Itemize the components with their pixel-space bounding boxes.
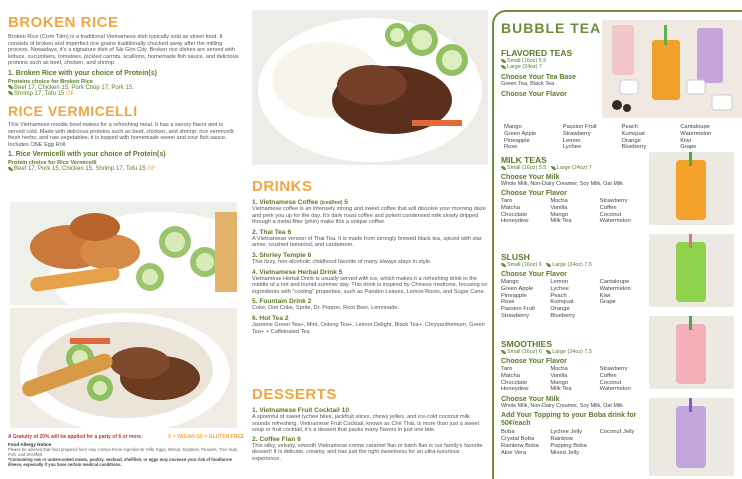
flavor-option: Passion Fruit [562, 124, 597, 130]
flavor-option: Lemon [562, 137, 581, 144]
flavor-option: Green Apple [501, 285, 534, 292]
milk-title: Choose Your Milk [501, 396, 560, 404]
flavor-option: Vanilla [550, 372, 568, 379]
slush-section [501, 252, 649, 320]
size-small: Small (16oz) 5.5 [507, 165, 547, 171]
flavor-option: Lychee [550, 285, 569, 292]
flavor-option: Coffee [599, 372, 617, 379]
topping-option: Popping Boba [550, 442, 587, 449]
orange-drink-illustration [649, 152, 734, 225]
flavor-option: Taro [501, 366, 513, 372]
flavor-option: Coconut [599, 211, 622, 218]
flavor-option: Orange [621, 137, 641, 144]
flavor-option: Blueberry [621, 144, 647, 151]
flavor-option: Mango [550, 211, 569, 218]
flavor-option: Mango [504, 124, 522, 130]
flavor-title: Choose Your Flavor [501, 271, 567, 278]
topping-option: Aloe Vera [501, 449, 527, 456]
milk-options: Whole Milk, Non-Dairy Creamer, Soy Milk, Oat Milk [501, 403, 623, 410]
broken-rice-prices-2: Shrimp 17, Tofu 15 GF [8, 91, 247, 97]
drink-desc: A Vietnamese version of Thai Tea. It is made from strongly brewed black tea, spiced with star anise, crushed tamarind, and cardamom. [252, 235, 482, 249]
drink-name: 3. Shirley Temple [252, 251, 306, 259]
drink-name: 6. Hot Tea [252, 314, 284, 322]
drink-item: 5. Fountain Drink 2 Coke, Diet Coke, Sprite, Dr. Pepper, Root Beer, Lemonade. [252, 298, 488, 312]
bubble-tea-column [492, 10, 742, 479]
flavor-option: Cantaloupe [680, 124, 710, 130]
flavor-option: Peach [550, 292, 567, 299]
flavor-option: Strawberry [501, 312, 530, 319]
size-small: Small (16oz) 6 [507, 262, 542, 268]
flavor-option: Lychee [562, 144, 582, 151]
drink-desc: Vietnamese coffee is an intensely strong and sweet coffee that will dissolve your morning daze and perk you up for the day. It's dark roast coffee and potent condensed milk slowly dripped through a metal filter (phin) make this a unique coffee. [252, 206, 486, 226]
flavor-option [600, 306, 649, 313]
flavor-title: Choose Your Flavor [501, 358, 567, 365]
vermicelli-bowl-illustration [10, 308, 237, 428]
flavor-option: Milk Tea [550, 386, 572, 393]
flavor-option: Chocolate [501, 211, 528, 218]
size-small: Small (16oz) 5.5 [507, 58, 547, 64]
drink-name: 4. Vietnamese Herbal Drink [252, 268, 337, 276]
bubble-tea-hero-photo [602, 20, 742, 118]
flavor-option: Vanilla [550, 204, 568, 211]
milk-flavors-grid [501, 198, 649, 225]
flavor-option [600, 313, 649, 320]
topping-option: Rainbow Boba [501, 442, 539, 449]
flavor-option: Orange [550, 306, 570, 313]
flavor-option: Mocha [550, 198, 568, 204]
vermicelli-bowl-photo [10, 308, 237, 428]
gratuity-row [8, 434, 244, 440]
drink-item: 3. Shirley Temple 6 This fizzy, non-alcoholic childhood favorite of many always stays in style. [252, 252, 488, 266]
purple-drink-photo [649, 398, 734, 476]
milk-teas-section [501, 155, 649, 225]
drink-desc: This fizzy, non-alcoholic childhood favorite of many always stays in style. [252, 258, 432, 265]
flavor-option: Taro [501, 198, 513, 204]
dessert-desc: A spoonful of sweet lychee bites, jackfruit slices, chewy jellies, and ice-cold coconut milk sounds refreshing. Vietnamese Fruit Cocktail, known as Chè Thái, is more than just a sweet soup or fruit cocktail, it's a dessert that packs many flavors in just one bite. [252, 414, 480, 434]
milk-teas-title: MILK TEAS [501, 155, 547, 165]
consume-warning: *Consuming raw or undercooked meats, poultry, seafood, shellfish, or eggs may increase your risk of foodborne illness, especially if you have certain medical conditions. [8, 457, 233, 467]
desserts-list [252, 407, 488, 463]
flavor-option: Matcha [501, 204, 521, 211]
drink-item: 1. Vietnamese Coffee (iced/hot) 5 Vietnamese coffee is an intensely strong and sweet coffee that will dissolve your morning daze and perk you up for the day. It's dark roast coffee and potent condensed milk slowly dripped through a metal filter (phin) make this a unique coffee. [252, 199, 488, 226]
drinks-title: DRINKS [252, 178, 313, 195]
drink-desc: Vietnamese Herbal Drink is usually served with ice, which makes it a refreshing drink in the middle of a hot and humid summer day. This drink is inspired by Chinese medicine, focusing on ingredients with "cooling" properties, such as Panden Leaves, Lemon Roots, and Sugar Cane. [252, 275, 488, 295]
drinks-column [252, 0, 490, 479]
flavored-flavors-grid [504, 124, 739, 151]
flavor-option: Honeydew [501, 386, 529, 393]
flavor-option: Lemon [550, 279, 569, 285]
flavor-option: Strawberry [562, 130, 591, 137]
green-drink-illustration [649, 234, 734, 307]
flavor-option: Watermelon [599, 285, 631, 292]
flavor-option: Grape [599, 299, 616, 306]
flavor-option: Kumquat [621, 130, 645, 137]
size-large: Large (24oz) 7 [556, 165, 592, 171]
broken-rice-title: BROKEN RICE [8, 14, 119, 31]
flavor-title: Choose Your Flavor [501, 91, 567, 98]
flavor-option: Rose [501, 299, 515, 306]
topping-option: Mixed Jelly [550, 449, 579, 456]
flavor-option: Watermelon [599, 218, 631, 225]
dessert-desc: This silky, velvety, smooth Vietnamese crème caramel flan or bánh flan is our family's favorite dessert! It is delicate, creamy, and has just the right sweetness for an ultra-luxurious experience. [252, 442, 483, 462]
smoothies-title: SMOOTHIES [501, 339, 553, 349]
topping-option: Lychee Jelly [550, 429, 583, 436]
broken-rice-choice: Proteins choice for Broken Rice [8, 78, 93, 85]
broken-rice-item: 1. Broken Rice with your choice of Protein(s) [8, 69, 157, 77]
slush-title: SLUSH [501, 252, 530, 262]
gratuity-note: A Gratuity of 20% will be applied for a party of 6 or more. [8, 434, 143, 440]
flavor-option: Kiwi [680, 137, 691, 144]
rice-vermicelli-item: 1. Rice Vermicelli with your choice of Protein(s) [8, 151, 166, 159]
flavored-teas-title: FLAVORED TEAS [501, 48, 573, 58]
drink-item: 4. Vietnamese Herbal Drink 5 Vietnamese Herbal Drink is usually served with ice, which makes it a refreshing drink in the middle of a hot and humid summer day. This drink is inspired by Chinese medicine, focusing on ingredients with "cooling" properties, such as Panden Leaves, Lemon Roots, and Sugar Cane. [252, 268, 488, 295]
flavor-option: Watermelon [599, 386, 631, 393]
broken-rice-plate-photo [252, 10, 488, 165]
size-large: Large (24oz) 7.5 [552, 262, 592, 268]
rice-vermicelli-prices: Beef 17, Pork 15, Chicken 15, Shrimp 17, Tofu 15 GF [8, 166, 247, 172]
topping-grid [501, 429, 649, 456]
topping-option: Boba [501, 429, 515, 436]
grilled-shrimp-illustration [10, 202, 237, 305]
flavor-option: Kiwi [599, 292, 611, 299]
topping-option [600, 450, 649, 457]
broken-rice-desc: Broken Rice (Cơm Tấm) is a traditional Vietnamese dish typically sold as street food. It consists of broken and imperfect rice grains traditionally chucked away after the milling process. Nowadays, it's a signature dish of Sài Gòn City. Broken rice dishes are served with lettuce, cucumbers, tomatoes, pickled carrots, scallions, homemade fish sauce, and delicious proteins such as beef, chicken, and shrimp. [8, 34, 239, 67]
drink-item: 6. Hot Tea 2 Jasmine Green Tea+, Mint, Oolong Tea+, Lemon Delight, Black Tea+, Chrysanthemum, Green Tea+ + Caffeinated Tea [252, 315, 488, 335]
flavor-option: Kumquat [550, 299, 574, 306]
pink-drink-photo [649, 316, 734, 389]
milk-options: Whole Milk, Non-Dairy Creamer, Soy Milk, Oat Milk [501, 181, 623, 187]
bubble-tea-hero-illustration [602, 20, 742, 118]
dessert-name: 2. Coffee Flan [252, 435, 296, 443]
food-column [0, 0, 247, 479]
flavor-option: Chocolate [501, 379, 528, 386]
flavor-option: Coconut [599, 379, 622, 386]
bubble-tea-title: BUBBLE TEA [501, 20, 602, 36]
topping-option [600, 436, 649, 443]
slush-flavors-grid [501, 279, 649, 320]
pink-drink-illustration [649, 316, 734, 389]
drink-name: 5. Fountain Drink [252, 298, 306, 306]
allergy-text: Please be advised that food prepared here may contain these ingredients: Milk, Eggs, Wheat, Soybean, Peanuts, Tree Nuts, Fish, and Shellfish. [8, 447, 239, 457]
flavor-option: Matcha [501, 372, 521, 379]
broken-rice-prices-1: Beef 17, Chicken 15, Pork Chop 17, Pork 15, [8, 85, 247, 91]
flavor-option: Blueberry [550, 312, 576, 319]
footer-notes [8, 434, 244, 467]
size-small: Small (16oz) 6 [507, 349, 542, 355]
green-drink-photo [649, 234, 734, 307]
desserts-title: DESSERTS [252, 386, 337, 403]
topping-option: Rainbow [550, 435, 573, 442]
drink-desc: Jasmine Green Tea+, Mint, Oolong Tea+, Lemon Delight, Black Tea+, Chrysanthemum, Green Tea+ + Caffeinated Tea [252, 321, 485, 335]
flavor-option: Strawberry [599, 198, 628, 204]
flavor-option: Passion Fruit [501, 306, 535, 313]
dessert-name: 1. Vietnamese Fruit Cocktail [252, 407, 340, 414]
flavored-teas-section [501, 48, 601, 98]
flavor-option: Mocha [550, 366, 568, 372]
flavor-option: Green Apple [504, 130, 537, 137]
allergy-title: Food Allergy Notice [8, 442, 52, 447]
flavor-option: Rose [504, 144, 518, 151]
flavor-option: Cantaloupe [599, 279, 630, 285]
flavor-option: Mango [550, 379, 569, 386]
flavor-option: Peach [621, 124, 638, 130]
milk-title: Choose Your Milk [501, 174, 560, 181]
drink-name: 1. Vietnamese Coffee [252, 199, 319, 206]
grilled-shrimp-photo [10, 202, 237, 305]
drink-item: 2. Thai Tea 6 A Vietnamese version of Thai Tea. It is made from strongly brewed black tea, spiced with star anise, crushed tamarind, and cardamom. [252, 229, 488, 249]
drink-desc: Coke, Diet Coke, Sprite, Dr. Pepper, Root Beer, Lemonade. [252, 305, 400, 312]
drink-name: 2. Thai Tea [252, 228, 286, 236]
topping-option: Coconut Jelly [599, 429, 635, 436]
flavor-option: Mango [501, 279, 519, 285]
diet-legend: V = VEGAN GF = GLUTEN FREE [167, 434, 244, 440]
topping-option [600, 443, 649, 450]
topping-option: Crystal Boba [501, 435, 535, 442]
broken-rice-plate-illustration [252, 10, 488, 165]
dessert-item: 2. Coffee Flan 6 This silky, velvety, smooth Vietnamese crème caramel flan or bánh flan is our family's favorite dessert! It is delicate, creamy, and has just the right sweetness for an ultra-luxurious experience. [252, 436, 488, 463]
drinks-list [252, 199, 488, 335]
flavor-option: Coffee [599, 204, 617, 211]
topping-title: Add Your Topping to your Boba drink for 50¢/each [501, 412, 637, 428]
flavor-option: Grape [680, 144, 697, 151]
rice-vermicelli-choice: Protein choice for Rice Vermicelli [8, 160, 97, 167]
size-large: Large (24oz) 7.5 [552, 349, 592, 355]
size-large: Large (24oz) 7 [507, 64, 543, 70]
rice-vermicelli-title: RICE VERMICELLI [8, 102, 138, 119]
smoothie-flavors-grid [501, 366, 649, 393]
flavor-option: Strawberry [599, 366, 628, 372]
smoothies-section [501, 339, 649, 456]
tea-base-options: Green Tea, Black Tea [501, 81, 555, 87]
orange-drink-photo [649, 152, 734, 225]
purple-drink-illustration [649, 398, 734, 476]
tea-base-title: Choose Your Tea Base [501, 74, 577, 81]
flavor-title: Choose Your Flavor [501, 190, 567, 197]
flavor-option: Honeydew [501, 218, 529, 225]
dessert-item: 1. Vietnamese Fruit Cocktail 10 A spoonful of sweet lychee bites, jackfruit slices, chewy jellies, and ice-cold coconut milk sounds refreshing. Vietnamese Fruit Cocktail, known as Chè Thái, is more than just a sweet soup or fruit cocktail, it's a dessert that packs many flavors in just one bite. [252, 407, 488, 434]
flavor-option: Watermelon [680, 130, 712, 137]
flavor-option: Pineapple [504, 137, 530, 144]
rice-vermicelli-desc: This Vietnamese noodle bowl makes for a refreshing meal. It has a savory flavor and is served cold. Made with delicious proteins such as beef, chicken, and shrimp; rice vermicelli; fresh herbs; and raw vegetables, it is topped with homemade sweet and sour fish sauce. Includes ONE Egg Roll. [8, 121, 235, 148]
flavor-option: Milk Tea [550, 218, 572, 225]
flavor-option: Pineapple [501, 292, 527, 299]
